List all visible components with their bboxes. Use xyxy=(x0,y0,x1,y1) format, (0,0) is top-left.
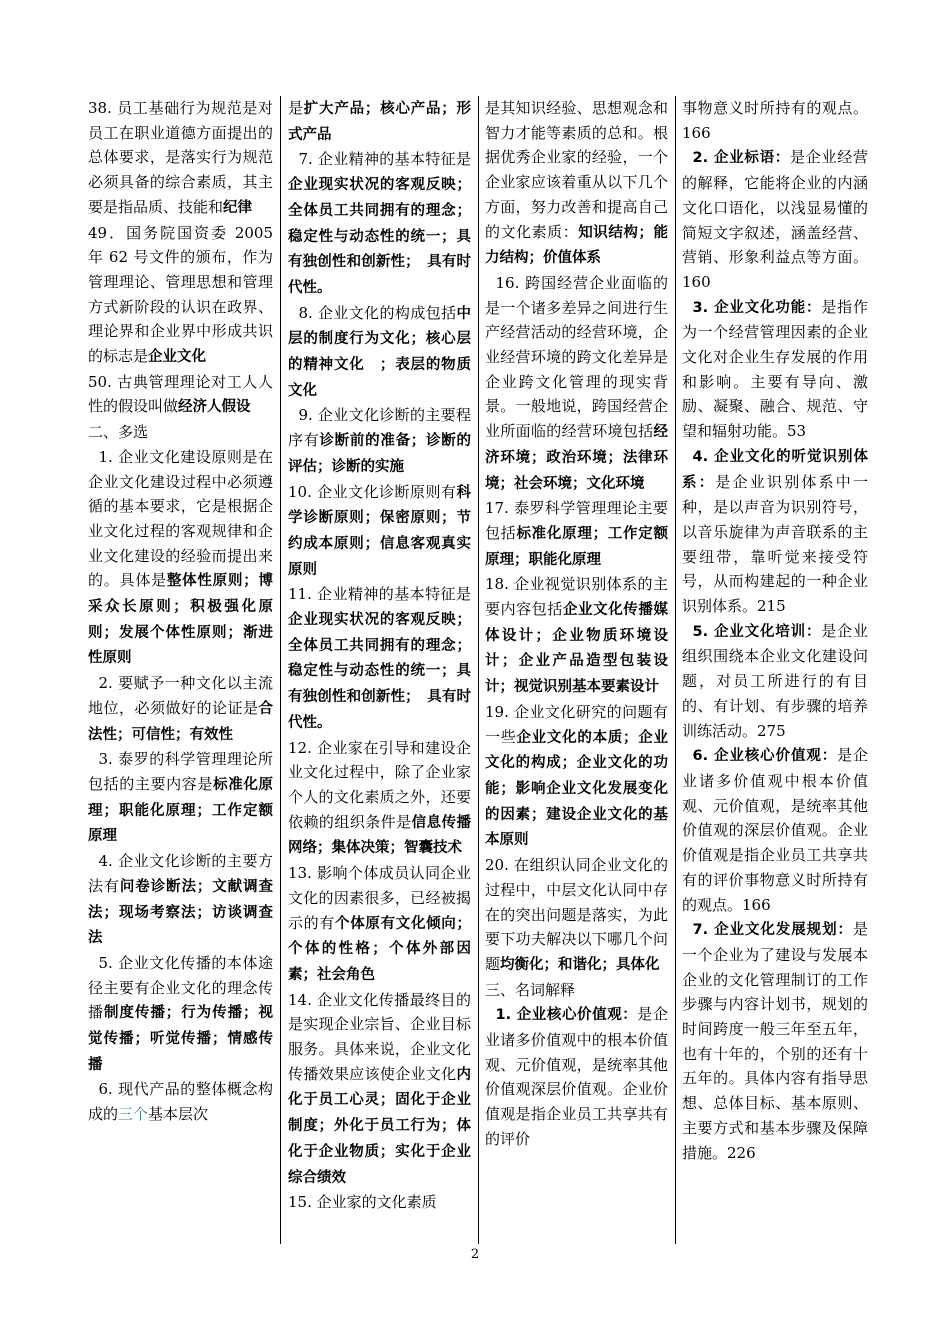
bold-text: 3. 企业文化功能： xyxy=(692,299,822,316)
text-run: 50. 古典管理理论对工人人性的假设叫做 xyxy=(88,372,273,416)
paragraph xyxy=(288,736,471,862)
text-run: 基本层次 xyxy=(148,1105,209,1124)
text-run: 19. 企业文化研究的问题有一些 xyxy=(485,702,668,746)
text-run: 二、多选 xyxy=(88,423,149,442)
bold-text: 经济人假设 xyxy=(178,399,251,416)
bold-text: 诊断前的准备；诊断的评估；诊断的实施 xyxy=(288,433,471,475)
bold-text: 7. 企业文化发展规划： xyxy=(692,922,853,939)
paragraph xyxy=(682,444,868,619)
bold-text: 企业现实状况的客观反映；全体员工共同拥有的理念；稳定性与动态性的统一；具有独创性和创新性； 具有时代性。 xyxy=(288,177,471,296)
paragraph xyxy=(288,1190,471,1215)
paragraph xyxy=(682,619,868,744)
column-3 xyxy=(485,96,668,1244)
text-run: 是其知识经验、思想观念和智力才能等素质的总和。根据优秀企业家的经验，一个企业家应该着重从以下几个方面，努力改善和提高自己的文化素质： xyxy=(485,99,668,241)
paragraph xyxy=(288,582,471,735)
paragraph xyxy=(485,271,668,496)
text-run: 5. 企业文化传播的本体途径主要有企业文化的理念传播 xyxy=(88,953,273,1022)
page-body xyxy=(88,96,870,1246)
column-divider xyxy=(280,96,281,1244)
text-run: 7. 企业精神的基本特征是 xyxy=(298,150,471,169)
text-run: 49．国务院国资委 2005 年 62 号文件的颁布，作为管理理论、管理思想和管理方式新阶段的认识在政界、理论界和企业界中形成共识的标志是 xyxy=(88,223,273,366)
paragraph xyxy=(682,295,868,444)
paragraph xyxy=(682,145,868,294)
paragraph xyxy=(88,445,273,671)
bold-text: 纪律 xyxy=(223,199,253,216)
bold-text: 均衡化；和谐化；具体化 xyxy=(500,956,660,973)
paragraph xyxy=(485,96,668,271)
bold-text: 标准化原理；职能化原理；工作定额原理 xyxy=(88,776,273,845)
page-number: 2 xyxy=(470,1247,480,1262)
text-run: 4. 企业文化诊断的主要方法有 xyxy=(88,852,273,895)
paragraph xyxy=(485,700,668,853)
text-run: 15. 企业家的文化素质 xyxy=(288,1193,437,1212)
bold-text: 1. 企业核心价值观： xyxy=(495,1007,638,1024)
bold-text: 4. 企业文化的听觉识别体系： xyxy=(682,448,868,491)
paragraph xyxy=(88,671,273,747)
column-1 xyxy=(88,96,273,1244)
bold-text: 6. 企业核心价值观： xyxy=(692,748,838,765)
text-run: 13. 影响个体成员认同企业文化的因素很多，已经被揭示的有 xyxy=(288,864,471,932)
paragraph xyxy=(88,1077,273,1126)
text-run: 38. 员工基础行为规范是对员工在职业道德方面提出的总体要求，是落实行为规范必须具备的综合素质，其主要是指品质、技能和 xyxy=(88,99,273,216)
paragraph xyxy=(88,370,273,420)
paragraph xyxy=(485,978,668,1003)
bold-text: 中层的制度行为文化；核心层的精神文化 ；表层的物质文化 xyxy=(288,305,471,399)
paragraph xyxy=(88,420,273,445)
text-run: 18. 企业视觉识别体系的主要内容包括 xyxy=(485,575,668,619)
bold-text: 2. 企业标语： xyxy=(692,150,791,167)
paragraph xyxy=(485,572,668,700)
bold-text: 信息传播网络；集体决策；智囊技术 xyxy=(288,814,471,857)
text-run: 是企业识别体系中一种，是以声音为识别符号，以音乐旋律为声音联系的主要纽带，靠听觉来接受符号，从而构建起的一种企业识别体系。215 xyxy=(682,472,868,616)
bold-text: 扩大产品；核心产品；形式产品 xyxy=(288,101,471,143)
bold-text: 个体原有文化倾向；个体的性格；个体外部因素；社会角色 xyxy=(288,915,471,983)
paragraph xyxy=(288,96,471,147)
text-run: 10. 企业文化诊断原则有 xyxy=(288,482,457,501)
text-run: 是企业经营的解释，它能将企业的内涵文化口语化，以浅显易懂的简短文字叙述，涵盖经营、营销、形象利益点等方面。160 xyxy=(682,148,868,291)
text-run: 2. 要赋予一种文化以主流地位，必须做好的论证是 xyxy=(88,674,273,717)
paragraph xyxy=(288,988,471,1191)
bold-text: 合法性；可信性；有效性 xyxy=(88,700,273,743)
column-4 xyxy=(682,96,868,1244)
paragraph xyxy=(88,96,273,221)
text-run: 8. 企业文化的构成包括 xyxy=(298,303,457,322)
text-run: 20. 在组织认同企业文化的过程中，中层文化认同中存在的突出问题是落实，为此要下功夫解决以下哪几个问题 xyxy=(485,856,668,973)
text-run: 是指作为一个经营管理因素的企业文化对企业生存发展的作用和影响。主要有导向、激励、凝聚、融合、规范、守望和辐射功能。53 xyxy=(682,297,868,441)
paragraph xyxy=(682,96,868,145)
bold-text: 企业文化传播媒体设计；企业物质环境设计；企业产品造型包装设计；视觉识别基本要素设计 xyxy=(485,602,668,696)
paragraph xyxy=(682,917,868,1165)
text-run: 1. 企业文化建设原则是在企业文化建设过程中必须遵循的基本要求，它是根据企业文化过程的客观规律和企业文化建设的经验而提出来的。具体是 xyxy=(88,447,273,590)
paragraph xyxy=(682,743,868,917)
text-run: 是企业组织围绕本企业文化建设问题，对员工所进行的有目的、有计划、有步骤的培养训练活动。275 xyxy=(682,621,868,740)
text-run: 14. 企业文化传播最终目的是实现企业宗旨、企业目标服务。具体来说，企业文化传播效果应该使企业文化 xyxy=(288,990,471,1083)
text-run: 6. 现代产品的整体概念构成的 xyxy=(88,1080,273,1124)
paragraph xyxy=(288,480,471,583)
text-run: 9. 企业文化诊断的主要程序有 xyxy=(288,406,471,450)
bold-text: 企业现实状况的客观反映；全体员工共同拥有的理念；稳定性与动态性的统一；具有独创性和创新性； 具有时代性。 xyxy=(288,612,471,731)
bold-text: 知识结构；能力结构；价值体系 xyxy=(485,224,668,267)
text-run: 是企业诸多价值观中根本价值观、元价值观，是统率其他价值观的深层价值观。企业价值观是指企业员工共享共有的评价事物意义时所持有的观点。166 xyxy=(682,746,868,914)
bold-text: 经济环境；政治环境；法律环境；社会环境；文化环境 xyxy=(485,424,668,492)
text-run: 11. 企业精神的基本特征是 xyxy=(288,585,471,604)
column-2 xyxy=(288,96,471,1244)
bold-text: 企业文化 xyxy=(148,349,207,366)
text-run: 16. 跨国经营企业面临的是一个诸多差异之间进行生产经营活动的经营环境，企业经营环境的跨文化差异是企业跨文化管理的现实背景。一般地说，跨国经营企业所面临的经营环境包括 xyxy=(485,273,668,441)
bold-text: 内化于员工心灵；固化于企业制度；外化于员工行为；体化于企业物质；实化于企业综合绩效 xyxy=(288,1066,471,1186)
paragraph xyxy=(485,496,668,572)
column-divider xyxy=(675,96,676,1244)
paragraph xyxy=(88,221,273,370)
paragraph xyxy=(288,861,471,988)
bold-text: 5. 企业文化培训： xyxy=(692,623,822,640)
paragraph xyxy=(485,853,668,978)
text-run: 是一个企业为了建设与发展本企业的文化管理制订的工作步骤与内容计划书，规划的时间跨度一般三年至五年，也有十年的，个别的还有十五年的。具体内容有指导思想、总体目标、基本原则、主要方式和基本步骤及保障措施。226 xyxy=(682,920,868,1162)
paragraph xyxy=(485,1002,668,1151)
text-run: 三、名词解释 xyxy=(485,980,576,999)
paragraph xyxy=(288,403,471,479)
paragraph xyxy=(88,747,273,849)
text-run: 3. 泰罗的科学管理理论所包括的主要内容是 xyxy=(88,750,273,793)
text-run: 是企业诸多价值观中的根本价值观、元价值观，是统率其他价值观深层价值观。企业价值观是指企业员工共享共有的评价 xyxy=(485,1005,668,1148)
highlight-text: 三个 xyxy=(118,1105,149,1124)
paragraph xyxy=(88,951,273,1078)
paragraph xyxy=(88,849,273,951)
bold-text: 标准化原理；工作定额原理；职能化原理 xyxy=(485,525,668,568)
text-run: 17. 泰罗科学管理理论主要包括 xyxy=(485,499,668,542)
bold-text: 制度传播；行为传播；视觉传播；听觉传播；情感传播 xyxy=(88,1005,273,1073)
bold-text: 企业文化的本质；企业文化的构成；企业文化的功能；影响企业文化发展变化的因素；建设企业文化的基本原则 xyxy=(485,729,668,849)
text-run: 事物意义时所持有的观点。166 xyxy=(682,99,868,142)
paragraph xyxy=(288,301,471,404)
text-run: 是 xyxy=(288,99,304,117)
text-run: 12. 企业家在引导和建设企业文化过程中，除了企业家个人的文化素质之外，还要依赖的组织条件是 xyxy=(288,738,471,831)
bold-text: 整体性原则；博采众长原则；积极强化原则；发展个体性原则；渐进性原则 xyxy=(88,573,273,667)
bold-text: 科学诊断原则；保密原则；节约成本原则；信息客观真实原则 xyxy=(288,484,471,578)
paragraph xyxy=(288,147,471,300)
bold-text: 问卷诊断法；文献调查法；现场考察法；访谈调查法 xyxy=(88,878,273,947)
column-divider xyxy=(478,96,479,1244)
